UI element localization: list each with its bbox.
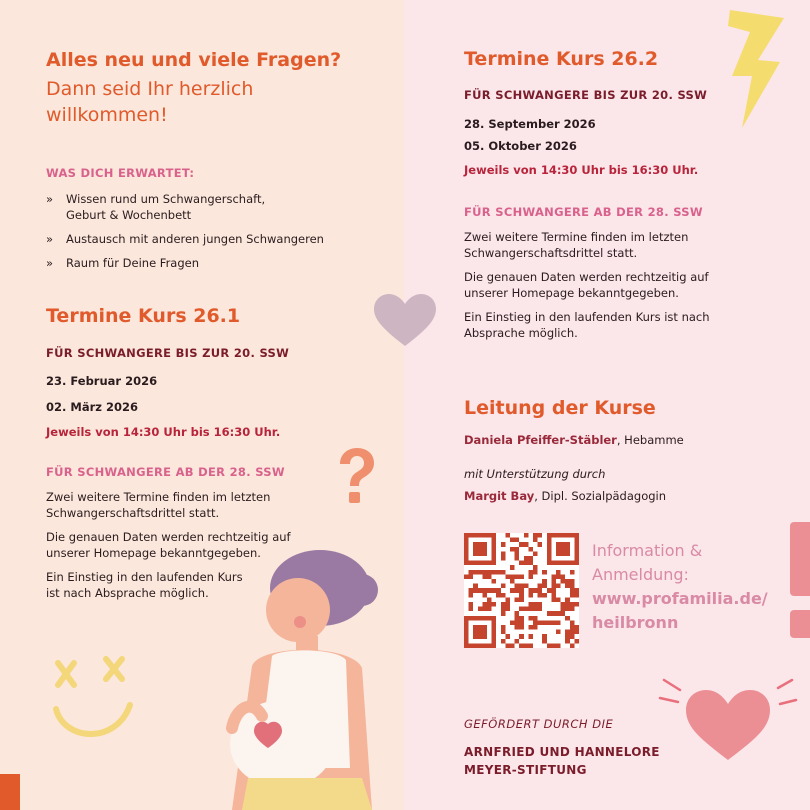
sponsor-name: ARNFRIED UND HANNELORE MEYER-STIFTUNG <box>464 745 660 777</box>
course2-date1: 28. September 2026 <box>464 117 596 131</box>
sponsor-label: GEFÖRDERT DURCH DIE <box>464 717 614 731</box>
question-mark-icon <box>334 448 380 506</box>
course1-title: Termine Kurs 26.1 <box>46 305 241 327</box>
course2-date2: 05. Oktober 2026 <box>464 139 577 153</box>
course1-group2-heading: FÜR SCHWANGERE AB DER 28. SSW <box>46 465 285 479</box>
contact-info: Information & Anmeldung: www.profamilia.de/ heilbronn <box>592 539 768 635</box>
corner-tab <box>0 774 20 810</box>
course2-times: Jeweils von 14:30 Uhr bis 16:30 Uhr. <box>464 163 699 177</box>
page-tab-bottom <box>790 610 810 638</box>
course2-group2-heading: FÜR SCHWANGERE AB DER 28. SSW <box>464 205 703 219</box>
course2-group1-heading: FÜR SCHWANGERE BIS ZUR 20. SSW <box>464 88 708 102</box>
list-item: » Raum für Deine Fragen <box>46 255 366 271</box>
smiley-icon <box>50 655 140 750</box>
heart-icon <box>374 294 436 348</box>
intro-title: Alles neu und viele Fragen? <box>46 49 342 71</box>
leitung-person1: Daniela Pfeiffer-Stäbler, Hebamme <box>464 433 684 447</box>
page-tab-top <box>790 522 810 596</box>
heart-icon <box>658 674 798 764</box>
expect-heading: WAS DICH ERWARTET: <box>46 166 195 180</box>
leitung-support: mit Unterstützung durch <box>464 467 606 481</box>
qr-code[interactable] <box>464 533 579 648</box>
course1-group1-heading: FÜR SCHWANGERE BIS ZUR 20. SSW <box>46 346 290 360</box>
leitung-person2: Margit Bay, Dipl. Sozialpädagogin <box>464 489 667 503</box>
leitung-title: Leitung der Kurse <box>464 397 656 419</box>
course2-title: Termine Kurs 26.2 <box>464 48 659 70</box>
course2-info: Zwei weitere Termine finden im letzten Schwangerschaftsdrittel statt. Die genauen Daten werden rechtzeitig auf unserer Homepage bekanntgegeben. Ein Einstieg in den laufenden Kurs ist nach Absprache möglich. <box>464 230 710 340</box>
course1-date2: 02. März 2026 <box>46 400 138 414</box>
course1-times: Jeweils von 14:30 Uhr bis 16:30 Uhr. <box>46 425 281 439</box>
lightning-icon <box>722 10 792 130</box>
course1-info: Zwei weitere Termine finden im letzten Schwangerschaftsdrittel statt. Die genauen Daten werden rechtzeitig auf unserer Homepage bekanntgegeben. Ein Einstieg in den laufenden Kurs ist nach Absprache möglich. <box>46 490 291 600</box>
contact-url[interactable]: www.profamilia.de/ heilbronn <box>592 589 768 632</box>
list-item: » Wissen rund um Schwangerschaft, Geburt & Wochenbett <box>46 191 366 223</box>
list-item: » Austausch mit anderen jungen Schwangeren <box>46 231 366 247</box>
intro-subtitle: Dann seid Ihr herzlich willkommen! <box>46 78 254 126</box>
expect-list <box>46 191 366 279</box>
course1-date1: 23. Februar 2026 <box>46 374 158 388</box>
